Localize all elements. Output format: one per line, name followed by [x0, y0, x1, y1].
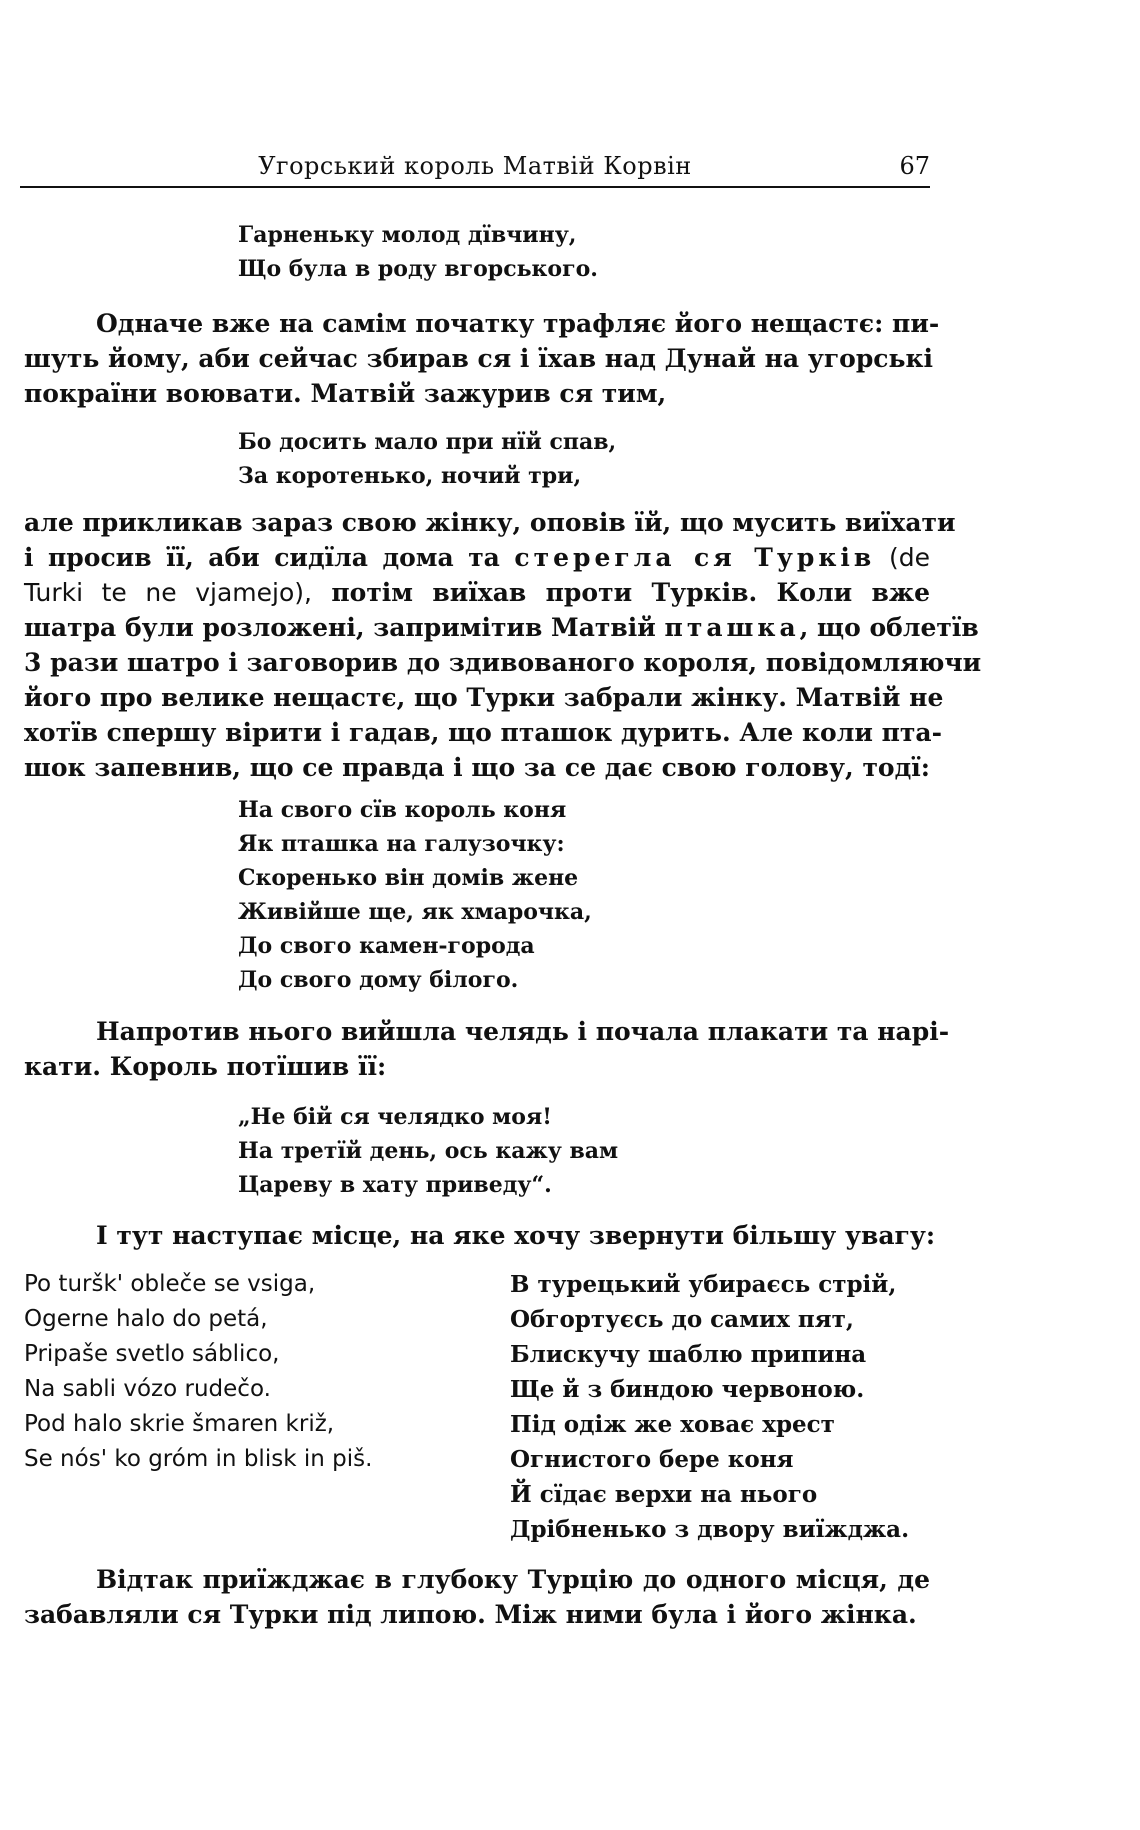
- paragraph-line: хотїв спершу вірити і гадав, що пташок дурить. Але коли пта-: [24, 718, 942, 747]
- verse-stanza-4: [238, 1100, 618, 1202]
- paragraph-line: [24, 575, 930, 610]
- latin-text: Turki te ne vjamejo),: [24, 578, 312, 607]
- paragraph-line: Одначе вже на самім початку трафляє його нещастє: пи-: [96, 309, 940, 338]
- paragraph-line: кати. Король потїшив її:: [24, 1052, 387, 1081]
- verse-line: Pod halo skrie šmaren križ,: [24, 1411, 335, 1437]
- verse-line: Pripaše svetlo sáblico,: [24, 1341, 280, 1367]
- verse-line: „Не бій ся челядко моя!: [238, 1104, 552, 1130]
- verse-line: За коротенько, ночий три,: [238, 463, 582, 489]
- verse-stanza-2: [238, 425, 616, 493]
- paragraph-line: його про велике нещастє, що Турки забрали жінку. Матвій не: [24, 683, 944, 712]
- verse-line: Огнистого бере коня: [510, 1446, 794, 1473]
- paragraph-3: [24, 1014, 950, 1084]
- verse-line: Бо досить мало при нїй спав,: [238, 429, 617, 455]
- paragraph-line: І тут наступає місце, на яке хочу звернути більшу увагу:: [96, 1221, 936, 1250]
- paragraph-line: шок запевнив, що се правда і що за се дає свою голову, тодї:: [24, 753, 930, 782]
- running-title: Угорський король Матвій Корвін: [258, 152, 692, 180]
- verse-line: Se nós' ko gróm in blisk in piš.: [24, 1446, 373, 1472]
- text-run: потім виїхав проти Турків. Коли вже: [311, 578, 931, 607]
- verse-line: На свого сїв король коня: [238, 797, 567, 823]
- paragraph-line: але прикликав зараз свою жінку, оповів їй, що мусить виїхати: [24, 508, 956, 537]
- verse-line: Po turšk' obleče se vsiga,: [24, 1271, 316, 1297]
- verse-line: Що була в роду вгорського.: [238, 256, 598, 282]
- verse-line: Як пташка на галузочку:: [238, 831, 565, 857]
- paragraph-line: [24, 610, 979, 645]
- verse-line: Й сїдає верхи на нього: [510, 1481, 818, 1508]
- verse-line: Скоренько він домів жене: [238, 865, 579, 891]
- verse-stanza-1: [238, 218, 598, 286]
- paragraph-5: [24, 1562, 930, 1632]
- paragraph-1: [24, 306, 940, 411]
- spaced-text: пташка: [664, 613, 800, 642]
- paragraph-2: [24, 505, 982, 785]
- ukrainian-verse-column: [510, 1267, 909, 1547]
- verse-line: Ogerne halo do petá,: [24, 1306, 268, 1332]
- verse-stanza-3: [238, 793, 592, 997]
- paragraph-line: 3 рази шатро і заговорив до здивованого короля, повідомляючи: [24, 648, 982, 677]
- paragraph-line: [24, 540, 930, 575]
- verse-line: До свого дому білого.: [238, 967, 519, 993]
- slovene-verse-column: [24, 1267, 372, 1477]
- verse-line: Na sabli vózo rudečo.: [24, 1376, 271, 1402]
- verse-line: Дрібненько з двору виїжджа.: [510, 1516, 910, 1543]
- text-run: і просив її, аби сидїла дома та: [24, 543, 515, 572]
- verse-line: Гарненьку молод дївчину,: [238, 222, 577, 248]
- verse-line: Живійше ще, як хмарочка,: [238, 899, 592, 925]
- verse-line: В турецький убираєсь стрій,: [510, 1271, 897, 1298]
- verse-line: На третїй день, ось кажу вам: [238, 1138, 619, 1164]
- page-number: 67: [899, 152, 930, 180]
- verse-line: Ще й з биндою червоною.: [510, 1376, 865, 1403]
- verse-line: Блискучу шаблю припина: [510, 1341, 867, 1368]
- verse-line: Обгортуєсь до самих пят,: [510, 1306, 854, 1333]
- paragraph-4: [24, 1218, 936, 1253]
- text-run: , що облетїв: [799, 613, 979, 642]
- running-header: [20, 150, 930, 188]
- verse-line: Цареву в хату приведу“.: [238, 1172, 552, 1198]
- paragraph-line: забавляли ся Турки під липою. Між ними була і його жінка.: [24, 1600, 917, 1629]
- latin-text: (de: [875, 543, 930, 572]
- text-run: шатра були розложені, запримітив Матвій: [24, 613, 665, 642]
- verse-line: Під одіж же ховає хрест: [510, 1411, 835, 1438]
- spaced-text: стерегла ся Турків: [514, 543, 876, 572]
- paragraph-line: Напротив нього вийшла челядь і почала плакати та нарі-: [96, 1017, 950, 1046]
- paragraph-line: покраїни воювати. Матвій зажурив ся тим,: [24, 379, 667, 408]
- paragraph-line: шуть йому, аби сейчас збирав ся і їхав над Дунай на угорські: [24, 344, 934, 373]
- paragraph-line: Відтак приїжджає в глубоку Турцію до одного місця, де: [96, 1565, 930, 1594]
- verse-line: До свого камен-города: [238, 933, 535, 959]
